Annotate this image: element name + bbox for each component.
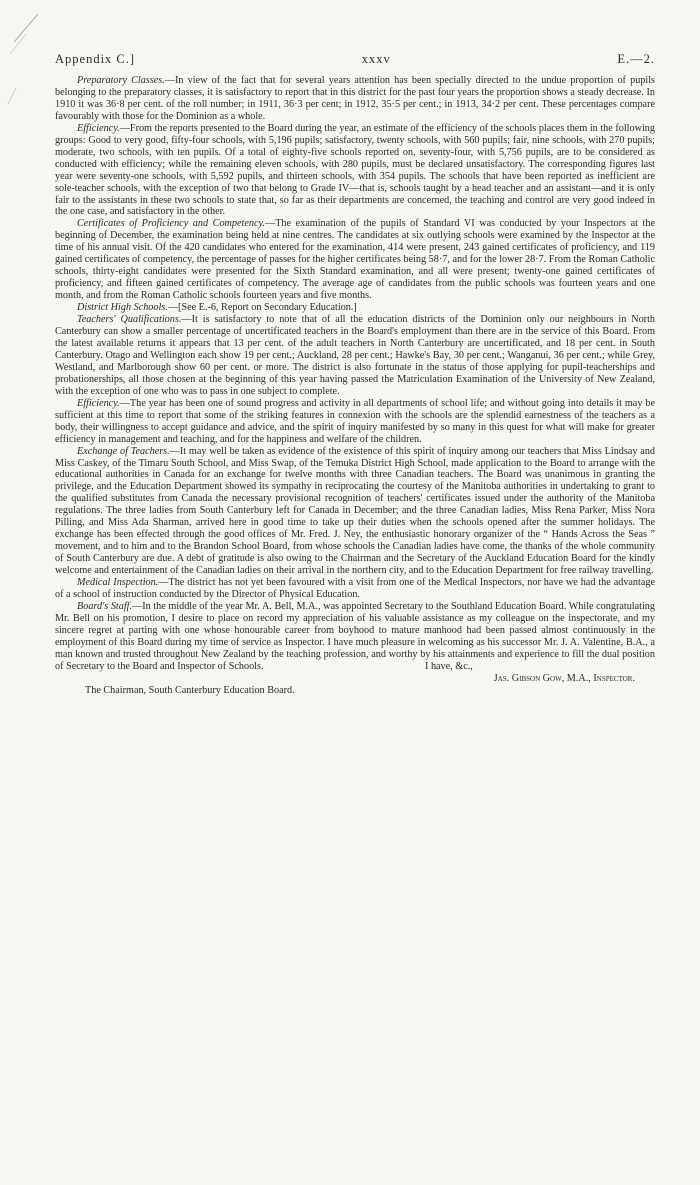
page-header xyxy=(55,52,655,67)
para-exchange-of-teachers: Exchange of Teachers.—It may well be taken as evidence of the existence of this spirit of inquiry among our teachers that Miss Lindsay and Miss Caskey, of the Timaru South School, and Miss Swap, of the Temuka District High School, made application to the Board to arrange with the educational authorities in Canada for an exchange for twelve months with three Canadian teachers. The Board was unanimous in granting the privilege, and the Education Department showed its sympathy in reciprocating the courtesy of the Manitoba authorities in undertaking to grant to the qualified substitutes from Canada the necessary provisional recognition of teachers' certificates issued under the authority of the Manitoba regulations. The three ladies from South Canterbury left for Canada in December; and the three Canadian ladies, Miss Rena Parker, Miss Nora Pilling, and Miss Ada Sharman, arrived here in good time to take up their duties when the schools opened after the summer holidays. The exchange has been effected through the good offices of Mr. Fred. J. Ney, the enthusiastic honorary organizer of the “ Hands Across the Seas ” movement, and to him and to the Brandon School Board, from whose schools the Canadian ladies have come, the thanks of the whole community of South Canterbury are due. A debt of gratitude is also owing to the Chairman and the Secretary of the Auckland Education Board for the kindly welcome and entertainment of the Canadian ladies on their arrival in the northern city, and to the Education Department for free railway travelling. xyxy=(55,445,656,577)
signature: Jas. Gibson Gow, M.A., Inspector. xyxy=(493,672,635,684)
report-body xyxy=(55,75,655,673)
para-preparatory-classes: Preparatory Classes.—In view of the fact that for several years attention has been specially directed to the undue proportion of pupils belonging to the preparatory classes, it is satisfactory to report that in this district for the past four years the proportion shows a steady decrease. In 1910 it was 36·8 per cent. of the roll number; in 1911, 36·3 per cent; in 1912, 35·5 per cent.; in 1913, 34·2 per cent. These percentages compare favourably with those for the Dominion as a whole. xyxy=(55,75,656,122)
document-page xyxy=(55,52,655,697)
header-paper-code: E.—2. xyxy=(617,52,655,66)
para-boards-staff: Board's Staff.—In the middle of the year Mr. A. Bell, M.A., was appointed Secretary to the Southland Education Board. While congratulating Mr. Bell on his promotion, I desire to place on record my appreciation of his valuable assistance as my colleague on the inspectorate, and my sincere regret at parting with one whose honourable career from boyhood to mature manhood had been passed almost continuously in the employment of this Board during my time of service as Inspector. I have much pleasure in welcoming as his successor Mr. J. A. Valentine, B.A., a man known and trusted throughout New Zealand by the teaching profession, and worthy by his attainments and experience to fill the dual position of Secretary to the Board and Inspector of Schools. xyxy=(55,600,655,672)
para-certificates: Certificates of Proficiency and Competency.—The examination of the pupils of Standard VI was conducted by your Inspectors at the beginning of December, the examination being held at nine centres. The candidates at six outlying schools were examined by the Inspector at the time of his annual visit. Of the 420 candidates who entered for the examination, 414 were present, 243 gained certificates of proficiency, and 119 gained certificates of competency, the percentage of passes for the higher certificates being 58·7, and for the lower 28·7. From the Roman Catholic schools, thirty-eight candidates were presented for the Sixth Standard examination, and all were present; twenty-one gained certificates of proficiency, and fifteen gained certificates of competency. The average age of candidates from the public schools was fourteen years and one month, and from the Roman Catholic schools fourteen years and five months. xyxy=(55,218,655,302)
para-efficiency-progress: Efficiency.—The year has been one of sound progress and activity in all departments of school life; and without going into details it may be sufficient at this time to report that some of the striking features in connexion with the schools are the splendid earnestness of the teachers as a body, their willingness to accept guidance and advice, and the spirit of inquiry manifested by so many in this quest for what will make for greater efficiency in management and teaching, and for the happiness and welfare of the children. xyxy=(55,397,655,445)
salutation: I have, &c., xyxy=(425,660,473,672)
header-appendix: Appendix C.] xyxy=(55,52,136,66)
para-district-high-schools: District High Schools.—[See E.-6, Report on Secondary Education.] xyxy=(77,302,357,314)
para-medical-inspection: Medical Inspection.—The district has not yet been favoured with a visit from one of the Medical Inspectors, nor have we had the advantage of a school of instruction conducted by the Director of Physical Education. xyxy=(55,577,655,600)
para-efficiency-groups: Efficiency.—From the reports presented to the Board during the year, an estimate of the efficiency of the schools places them in the following groups: Good to very good, fifty-four schools, with 5,196 pupils; satisfactory, twenty schools, with 560 pupils; fair, nine schools, with 270 pupils; moderate, two schools, with ten pupils. Of a total of eighty-five schools reported on, seventy-four, with 5,756 pupils, are to be considered as conducted with efficiency; while the remaining eleven schools, with 280 pupils, must be declared unsatisfactory. The corresponding figures last year were seventy-one schools, with 5,592 pupils, and thirteen schools, with 354 pupils. The schools that have been reported as inefficient are sole-teacher schools, with the exception of two that belong to Grade IV—that is, schools taught by a head teacher and an assistant—and it is only fair to the assistants in these two schools to state that, so far as their departments are concerned, the teaching and control are very good indeed in the one case, and satisfactory in the other. xyxy=(55,122,655,218)
header-page-number: xxxv xyxy=(361,52,391,66)
closing-block xyxy=(55,661,655,697)
pencil-mark xyxy=(4,8,44,128)
para-teachers-qualifications: Teachers' Qualifications.—It is satisfactory to note that of all the education districts of the Dominion only our neighbours in North Canterbury can show a smaller percentage of uncertificated teachers in the Board's employment than there are in the service of this Board. From the latest available returns it appears that 13 per cent. of the adult teachers in North Canterbury are uncertificated, and 18 per cent. in South Canterbury. Otago and Wellington each show 19 per cent.; Auckland, 28 per cent.; Hawke's Bay, 30 per cent.; Wanganui, 36 per cent.; while Grey, Westland, and Marlborough show 60 per cent. or more. The district is also fortunate in the status of those applying for pupil-teacherships and probationerships, all those chosen at the beginning of this year having passed the Matriculation Examination of the University of New Zealand, with the exception of one who was to pass in one subject to complete. xyxy=(55,314,655,397)
addressee: The Chairman, South Canterbury Education Board. xyxy=(85,684,295,696)
